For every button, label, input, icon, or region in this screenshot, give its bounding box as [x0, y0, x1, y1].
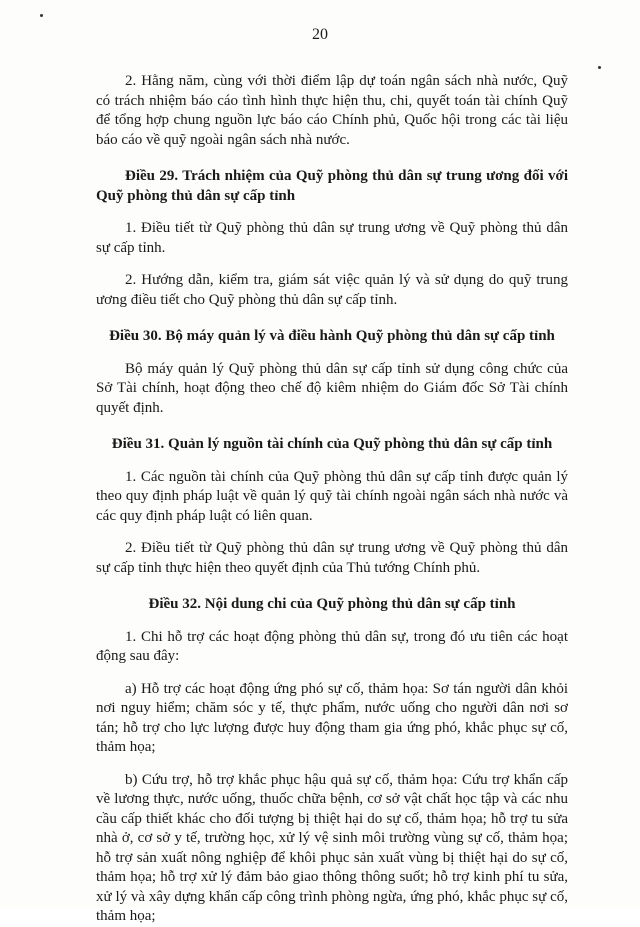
article-30-heading: Điều 30. Bộ máy quản lý và điều hành Quỹ phòng thủ dân sự cấp tỉnh — [109, 328, 555, 344]
article-29-heading: Điều 29. Trách nhiệm của Quỹ phòng thủ dân sự trung ương đối với Quỹ phòng thủ dân sự cấp tỉnh — [96, 168, 568, 204]
intro-paragraph: 2. Hằng năm, cùng với thời điểm lập dự toán ngân sách nhà nước, Quỹ có trách nhiệm báo cáo tình hình thực hiện thu, chi, quyết toán tài chính Quỹ để tổng hợp chung nguồn lực báo cáo Chính phủ, Quốc hội trong các tài liệu báo cáo về quỹ ngoài ngân sách nhà nước. — [96, 73, 568, 148]
article-32-point-b: b) Cứu trợ, hỗ trợ khắc phục hậu quả sự cố, thảm họa: Cứu trợ khẩn cấp về lương thực, nước uống, thuốc chữa bệnh, cơ sở vật chất học tập và các nhu cầu cấp thiết khác cho đối tượng bị thiệt hại do sự cố, thảm họa; hỗ trợ tu sửa nhà ở, cơ sở y tế, trường học, xử lý vệ sinh môi trường vùng sự cố, thảm họa; hỗ trợ sản xuất nông nghiệp để khôi phục sản xuất vùng bị thiệt hại do sự cố, thảm họa; hỗ trợ xử lý đảm bảo giao thông thông suốt; hỗ trợ kinh phí tu sửa, xử lý và xây dựng khẩn cấp công trình phòng ngừa, ứng phó, khắc phục sự cố, thảm họa; — [96, 771, 568, 924]
article-32-clause-1: 1. Chi hỗ trợ các hoạt động phòng thủ dân sự, trong đó ưu tiên các hoạt động sau đây: — [96, 628, 568, 664]
article-32-heading: Điều 32. Nội dung chi của Quỹ phòng thủ dân sự cấp tỉnh — [148, 596, 516, 612]
document-body — [96, 72, 568, 927]
article-32-point-a: a) Hỗ trợ các hoạt động ứng phó sự cố, thảm họa: Sơ tán người dân khỏi nơi nguy hiểm; chăm sóc y tế, thực phẩm, nước uống cho người dân nơi sơ tán; hỗ trợ cho lực lượng được huy động tham gia ứng phó, khắc phục sự cố, thảm họa; — [96, 680, 568, 755]
article-29-clause-1: 1. Điều tiết từ Quỹ phòng thủ dân sự trung ương về Quỹ phòng thủ dân sự cấp tỉnh. — [96, 220, 568, 256]
article-31-heading: Điều 31. Quản lý nguồn tài chính của Quỹ phòng thủ dân sự cấp tỉnh — [111, 436, 553, 452]
article-31-clause-2: 2. Điều tiết từ Quỹ phòng thủ dân sự trung ương về Quỹ phòng thủ dân sự cấp tỉnh thực hiện theo quyết định của Thủ tướng Chính phủ. — [96, 540, 568, 576]
article-30-clause-1: Bộ máy quản lý Quỹ phòng thủ dân sự cấp tỉnh sử dụng công chức của Sở Tài chính, hoạt động theo chế độ kiêm nhiệm do Giám đốc Sở Tài chính quyết định. — [96, 360, 568, 416]
article-31-clause-1: 1. Các nguồn tài chính của Quỹ phòng thủ dân sự cấp tỉnh được quản lý theo quy định pháp luật về quản lý quỹ tài chính ngoài ngân sách nhà nước và các quy định pháp luật có liên quan. — [96, 468, 568, 524]
scan-speck-left — [40, 14, 43, 17]
scan-speck-right — [598, 66, 601, 69]
article-29-clause-2: 2. Hướng dẫn, kiểm tra, giám sát việc quản lý và sử dụng do quỹ trung ương điều tiết cho Quỹ phòng thủ dân sự cấp tỉnh. — [96, 272, 568, 308]
page-number: 20 — [312, 26, 328, 43]
